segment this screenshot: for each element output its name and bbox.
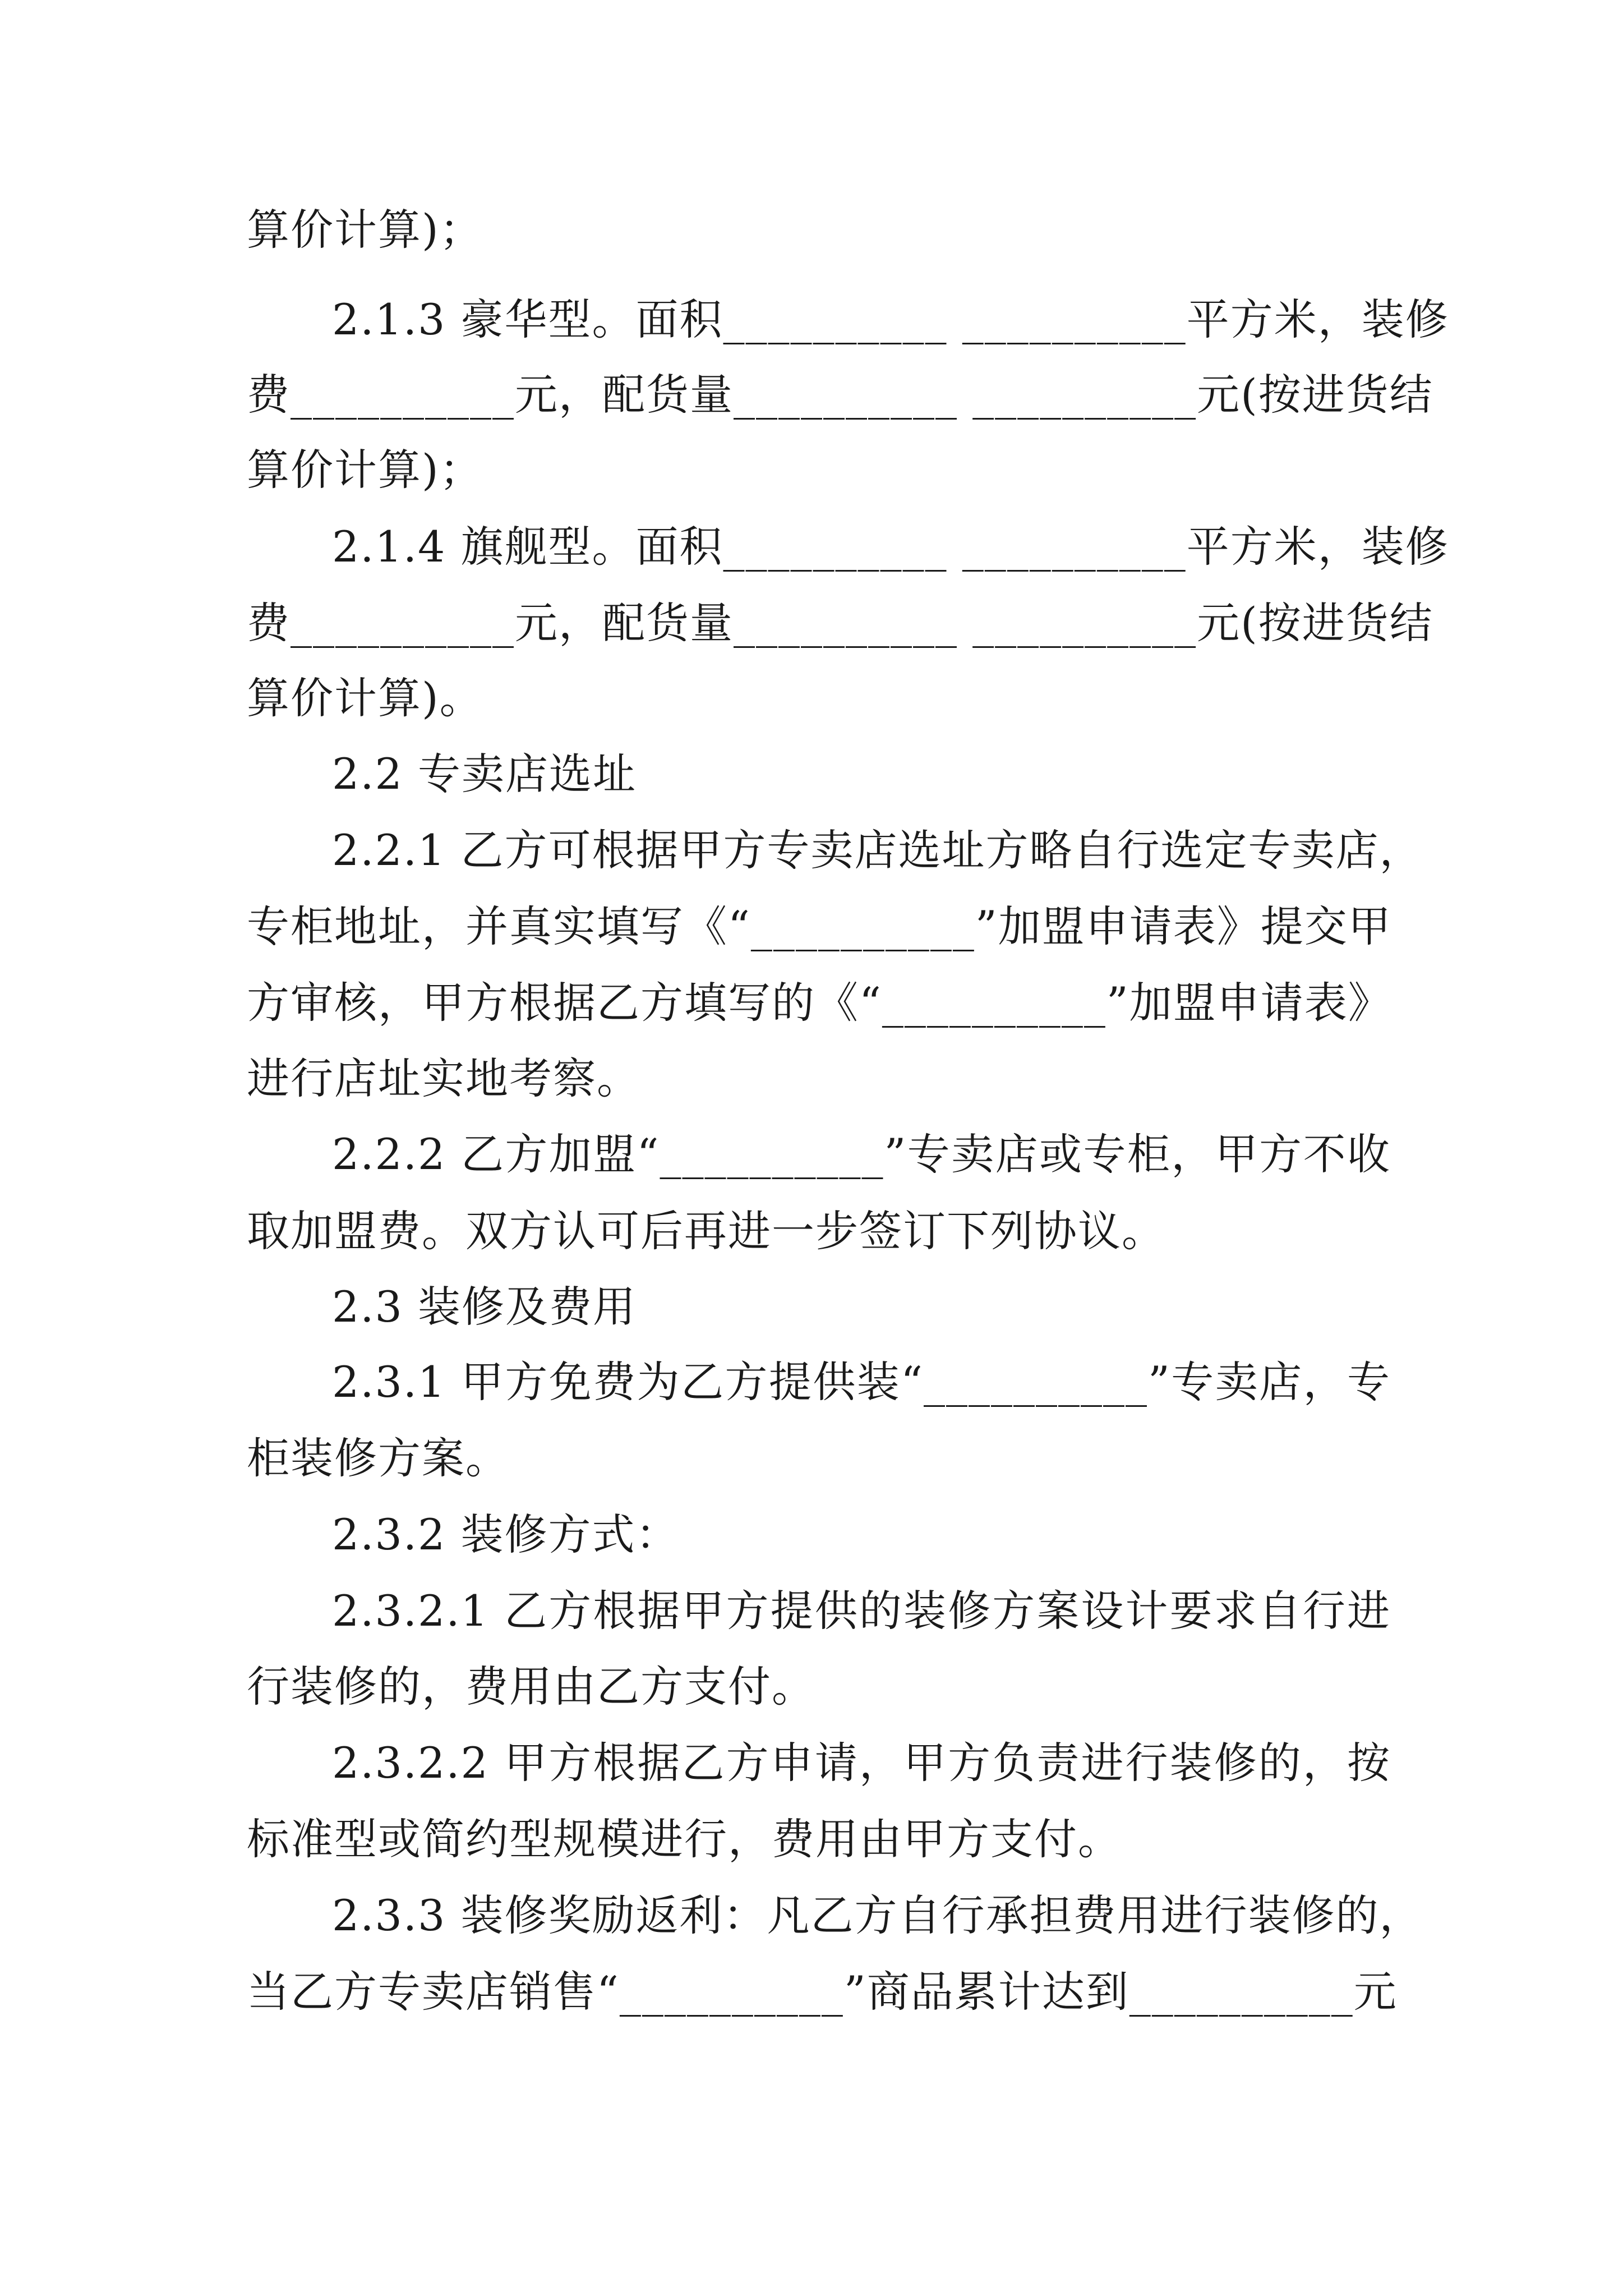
text-line: 当乙方专卖店销售“__________”商品累计达到__________元 bbox=[247, 1967, 1398, 2017]
text-line: 费__________元，配货量__________ __________元(按进货结 bbox=[247, 370, 1433, 420]
text-line: 2.1.4 旗舰型。面积__________ __________平方米，装修 bbox=[332, 522, 1449, 572]
text-line: 2.1.3 豪华型。面积__________ __________平方米，装修 bbox=[332, 295, 1449, 344]
text-line: 柜装修方案。 bbox=[247, 1433, 509, 1483]
text-line: 算价计算)； bbox=[247, 445, 483, 495]
text-line: 2.2.1 乙方可根据甲方专卖店选址方略自行选定专卖店， bbox=[332, 825, 1423, 875]
text-line: 费__________元，配货量__________ __________元(按进货结 bbox=[247, 598, 1433, 648]
text-line: 2.2.2 乙方加盟“__________”专卖店或专柜，甲方不收 bbox=[332, 1129, 1391, 1179]
text-line: 进行店址实地考察。 bbox=[247, 1053, 640, 1103]
text-line: 标准型或简约型规模进行，费用由甲方支付。 bbox=[247, 1814, 1122, 1864]
text-line: 2.3.2.2 甲方根据乙方申请，甲方负责进行装修的，按 bbox=[332, 1738, 1391, 1788]
section-heading: 2.3 装修及费用 bbox=[332, 1282, 637, 1332]
section-heading: 2.2 专卖店选址 bbox=[332, 749, 637, 799]
text-line: 方审核，甲方根据乙方填写的《“__________”加盟申请表》 bbox=[247, 978, 1392, 1028]
text-line: 专柜地址，并真实填写《“__________”加盟申请表》提交甲 bbox=[247, 901, 1392, 951]
section-heading: 2.3.2 装修方式： bbox=[332, 1510, 680, 1559]
text-line: 取加盟费。双方认可后再进一步签订下列协议。 bbox=[247, 1206, 1165, 1256]
text-line: 2.3.2.1 乙方根据甲方提供的装修方案设计要求自行进 bbox=[332, 1586, 1391, 1636]
text-line: 行装修的，费用由乙方支付。 bbox=[247, 1662, 815, 1711]
text-line: 2.3.1 甲方免费为乙方提供装“__________”专卖店，专 bbox=[332, 1357, 1391, 1407]
text-line: 算价计算)； bbox=[247, 205, 483, 255]
text-line: 算价计算)。 bbox=[247, 673, 483, 723]
text-line: 2.3.3 装修奖励返利：凡乙方自行承担费用进行装修的， bbox=[332, 1890, 1423, 1940]
